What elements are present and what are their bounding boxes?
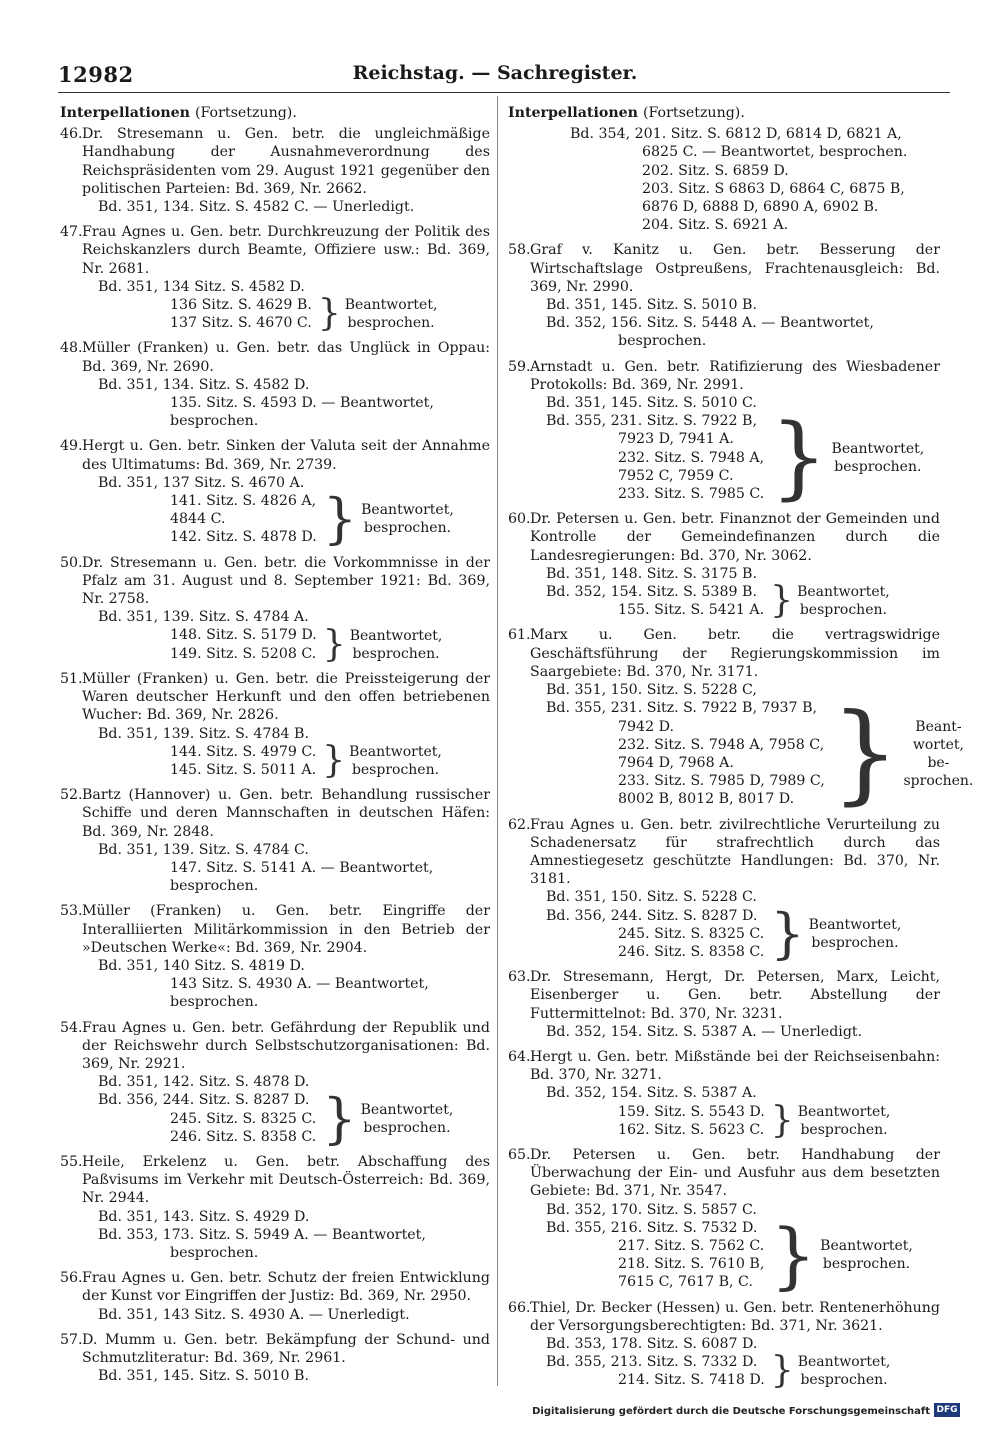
entry-text <box>508 626 940 681</box>
reference-line: besprochen. <box>170 878 259 895</box>
reference-line: Bd. 351, 139. Sitz. S. 4784 B. <box>98 725 309 742</box>
entry-number: 64. <box>508 1048 531 1065</box>
reference-line: Bd. 353, 173. Sitz. S. 5949 A. — Beantwortet, <box>98 1226 426 1243</box>
reference-line: 142. Sitz. S. 4878 D. <box>170 529 317 546</box>
section-heading-continued: (Fortsetzung). <box>642 105 745 121</box>
index-entry <box>508 626 974 816</box>
brace-icon: } <box>322 623 346 665</box>
entry-text <box>60 902 490 957</box>
entry-text <box>60 554 490 609</box>
index-entry <box>60 1269 490 1324</box>
reference-group-lines <box>546 1353 765 1389</box>
index-entry <box>508 1146 940 1298</box>
status-line: Beantwortet, <box>808 916 902 933</box>
entry-number: 59. <box>508 358 531 375</box>
section-heading <box>60 104 490 122</box>
status-line: Beantwortet, <box>349 743 442 760</box>
reference-line: 136 Sitz. S. 4629 B. <box>170 297 312 314</box>
entry-title: Dr. Stresemann u. Gen. betr. die Vorkommnisse in der Pfalz am 31. August und 8. September 1921: Bd. 369, Nr. 2758. <box>82 554 490 608</box>
reference-line: 159. Sitz. S. 5543 D. <box>618 1103 765 1120</box>
entry-title: Dr. Stresemann u. Gen. betr. die ungleichmäßige Handhabung der Ausnahmeverordnung des Reichspräsidenten vom 29. August 1921 gegenüber den politischen Parteien: Bd. 369, Nr. 2662. <box>82 126 490 197</box>
index-entry <box>508 1048 940 1139</box>
entry-number: 63. <box>508 969 531 986</box>
entry-text <box>508 358 940 394</box>
index-entry <box>508 510 940 622</box>
reference-line: 148. Sitz. S. 5179 D. <box>170 627 317 644</box>
entry-title: Bartz (Hannover) u. Gen. betr. Behandlung russischer Schiffe und deren Mannschaften in deutschen Häfen: Bd. 369, Nr. 2848. <box>82 787 490 840</box>
reference-line: besprochen. <box>170 413 259 430</box>
status-line: Beantwortet, <box>360 1101 454 1118</box>
reference-line: Bd. 355, 213. Sitz. S. 7332 D. <box>546 1354 758 1371</box>
entry-number: 55. <box>60 1153 83 1170</box>
entry-text <box>60 223 490 278</box>
entry-title: Marx u. Gen. betr. die vertragswidrige Geschäftsführung der Regierungskommission im Saargebiete: Bd. 370, Nr. 3171. <box>530 627 940 680</box>
index-entry <box>60 125 490 216</box>
reference-line: Bd. 351, 150. Sitz. S. 5228 C, <box>546 682 757 699</box>
index-entry <box>60 670 490 779</box>
entry-number: 52. <box>60 787 83 804</box>
reference-line: Bd. 355, 231. Sitz. S. 7922 B, <box>546 413 757 430</box>
status-text <box>832 440 925 476</box>
status-line: Beantwortet, <box>797 1103 891 1120</box>
reference-line: Bd. 352, 154. Sitz. S. 5387 A. — Unerledigt. <box>546 1023 863 1040</box>
entry-title: Müller (Franken) u. Gen. betr. das Unglück in Oppau: Bd. 369, Nr. 2690. <box>82 340 490 375</box>
entry-title: Frau Agnes u. Gen. betr. Schutz der freien Entwicklung der Kunst vor Eingriffen der Justiz: Bd. 369, Nr. 2950. <box>82 1270 490 1305</box>
reference-line: Bd. 351, 134. Sitz. S. 4582 D. <box>98 376 310 393</box>
reference-line: 246. Sitz. S. 8358 C. <box>170 1128 317 1145</box>
dfg-logo: DFG <box>934 1403 960 1417</box>
status-text <box>798 1353 891 1389</box>
status-line: Beantwortet, <box>344 297 438 314</box>
reference-line: 149. Sitz. S. 5208 C. <box>170 645 317 662</box>
status-line: Beantwortet, <box>831 440 925 457</box>
status-line: sprochen. <box>903 772 974 789</box>
status-line: besprochen. <box>363 520 452 537</box>
entry-number: 53. <box>60 903 83 920</box>
entry-text <box>508 816 940 889</box>
reference-line: 203. Sitz. S 6863 D, 6864 C, 6875 B, <box>642 180 905 197</box>
brace-icon: } <box>770 404 828 510</box>
entry-title: Thiel, Dr. Becker (Hessen) u. Gen. betr. Rentenerhöhung der Versorgungsberechtigten: Bd. 371, Nr. 3621. <box>530 1299 940 1334</box>
entry-text <box>508 1299 940 1335</box>
entry-number: 66. <box>508 1299 531 1316</box>
entry-text <box>508 968 940 1023</box>
status-line: besprochen. <box>811 934 899 951</box>
status-text <box>350 627 443 663</box>
footer-note: Digitalisierung gefördert durch die Deutsche Forschungsgemeinschaft <box>532 1406 930 1417</box>
reference-line: Bd. 351, 150. Sitz. S. 5228 C. <box>546 889 757 906</box>
status-line: besprochen. <box>363 1119 451 1136</box>
reference-group-lines <box>98 743 316 779</box>
entry-number: 60. <box>508 511 531 528</box>
reference-line: Bd. 351, 134 Sitz. S. 4582 D. <box>98 278 305 295</box>
index-entry <box>60 223 490 335</box>
reference-line: 7964 D, 7968 A. <box>618 754 734 771</box>
reference-group <box>508 901 940 965</box>
reference-group-lines <box>546 699 825 808</box>
index-entry <box>508 1299 940 1390</box>
reference-line: 162. Sitz. S. 5623 C. <box>618 1121 765 1138</box>
reference-line: 7615 C, 7617 B, C. <box>618 1274 753 1291</box>
entry-number: 54. <box>60 1019 83 1036</box>
brace-icon: } <box>770 1099 794 1141</box>
reference-line: Bd. 351, 142. Sitz. S. 4878 D. <box>98 1074 310 1091</box>
reference-line: 232. Sitz. S. 7948 A, 7958 C, <box>618 736 825 753</box>
entry-title: Graf v. Kanitz u. Gen. betr. Besserung der Wirtschaftslage Ostpreußens, Frachtenausgleich: Bd. 369, Nr. 2990. <box>530 242 940 295</box>
index-entry <box>508 816 940 965</box>
reference-line: Bd. 351, 139. Sitz. S. 4784 A. <box>98 609 309 626</box>
entry-title: Arnstadt u. Gen. betr. Ratifizierung des Wiesbadener Protokolls: Bd. 369, Nr. 2991. <box>530 358 940 393</box>
reference-line: Bd. 352, 170. Sitz. S. 5857 C. <box>546 1201 757 1218</box>
section-heading-title: Interpellationen <box>508 105 638 121</box>
reference-line: 4844 C. <box>170 511 226 528</box>
reference-line: Bd. 352, 154. Sitz. S. 5387 A. <box>546 1085 757 1102</box>
reference-line: Bd. 351, 137 Sitz. S. 4670 A. <box>98 474 305 491</box>
status-text <box>809 916 902 952</box>
entry-text <box>60 1153 490 1208</box>
index-entry <box>60 554 490 663</box>
entry-number: 47. <box>60 224 83 241</box>
reference-line: 8002 B, 8012 B, 8017 D. <box>618 791 795 808</box>
reference-line: 147. Sitz. S. 5141 A. — Beantwortet, <box>170 859 434 876</box>
section-heading-continued: (Fortsetzung). <box>194 105 297 121</box>
entry-title: Hergt u. Gen. betr. Sinken der Valuta seit der Annahme des Ultimatums: Bd. 369, Nr. 2739. <box>82 438 490 473</box>
reference-group-lines <box>546 907 764 962</box>
reference-group-lines <box>98 626 317 662</box>
status-line: besprochen. <box>800 1121 888 1138</box>
reference-group-lines <box>546 1103 765 1139</box>
reference-line: Bd. 354, 201. Sitz. S. 6812 D, 6814 D, 6821 A, <box>570 126 902 143</box>
index-entry <box>508 968 940 1041</box>
reference-group <box>60 623 490 665</box>
reference-line: 6825 C. — Beantwortet, besprochen. <box>642 144 908 161</box>
entry-title: D. Mumm u. Gen. betr. Bekämpfung der Schund- und Schmutzliteratur: Bd. 369, Nr. 2961. <box>82 1331 490 1366</box>
entry-text <box>508 510 940 565</box>
entry-number: 48. <box>60 340 83 357</box>
status-text <box>361 501 454 537</box>
entry-text <box>508 1146 940 1201</box>
entry-text <box>60 437 490 473</box>
right-column <box>508 104 974 1397</box>
status-line: besprochen. <box>347 315 435 332</box>
reference-line: Bd. 356, 244. Sitz. S. 8287 D. <box>546 907 758 924</box>
index-entry <box>60 437 490 551</box>
entry-number: 62. <box>508 816 531 833</box>
reference-line: Bd. 352, 156. Sitz. S. 5448 A. — Beantwortet, <box>546 315 874 332</box>
status-line: besprochen. <box>799 602 887 619</box>
entry-text <box>60 125 490 198</box>
status-line: Beantwortet, <box>797 1354 891 1371</box>
reference-line: Bd. 351, 139. Sitz. S. 4784 C. <box>98 841 309 858</box>
reference-line: Bd. 351, 148. Sitz. S. 3175 B. <box>546 565 757 582</box>
reference-line: Bd. 355, 231. Sitz. S. 7922 B, 7937 B, <box>546 700 818 717</box>
reference-line: besprochen. <box>618 333 707 350</box>
reference-line: 233. Sitz. S. 7985 D, 7989 C, <box>618 773 825 790</box>
index-entry <box>508 241 940 350</box>
running-head: Reichstag. — Sachregister. <box>352 62 638 84</box>
reference-line: 202. Sitz. S. 6859 D. <box>642 162 789 179</box>
reference-line: besprochen. <box>170 1244 259 1261</box>
index-entry <box>508 358 940 510</box>
brace-icon: } <box>770 1213 817 1298</box>
reference-line: 143 Sitz. S. 4930 A. — Beantwortet, <box>170 976 429 993</box>
reference-group-lines <box>98 296 312 332</box>
entry-title: Dr. Stresemann, Hergt, Dr. Petersen, Marx, Leicht, Eisenberger u. Gen. betr. Abstellung der Futtermittelnot: Bd. 370, Nr. 3231. <box>530 969 940 1022</box>
reference-line: 135. Sitz. S. 4593 D. — Beantwortet, <box>170 395 434 412</box>
reference-group <box>60 739 490 781</box>
index-entry <box>60 902 490 1011</box>
reference-line: Bd. 353, 178. Sitz. S. 6087 D. <box>546 1336 758 1352</box>
reference-line: 145. Sitz. S. 5011 A. <box>170 761 317 778</box>
entry-title: Dr. Petersen u. Gen. betr. Handhabung der Überwachung der Ein- und Ausfuhr aus dem besetzten Gebiete: Bd. 371, Nr. 3547. <box>530 1146 940 1200</box>
brace-icon: } <box>317 293 341 335</box>
reference-line: 7952 C, 7959 C. <box>618 467 734 484</box>
carryover-references <box>508 125 940 234</box>
status-line: Beantwortet, <box>797 584 890 601</box>
entry-text <box>60 1269 490 1305</box>
brace-icon: } <box>322 1086 357 1150</box>
reference-line: 246. Sitz. S. 8358 C. <box>618 943 765 960</box>
reference-line: 245. Sitz. S. 8325 C. <box>618 925 765 942</box>
reference-line: 7942 D. <box>618 718 674 735</box>
brace-icon: } <box>322 487 358 551</box>
entry-title: Heile, Erkelenz u. Gen. betr. Abschaffung des Paßvisums im Verkehr mit Deutsch-Österreich: Bd. 369, Nr. 2944. <box>82 1153 490 1207</box>
reference-line: Bd. 352, 154. Sitz. S. 5389 B. <box>546 584 757 601</box>
status-text <box>349 743 442 779</box>
status-line: Beant- <box>915 718 962 735</box>
index-entry <box>60 786 490 895</box>
entry-text <box>508 241 940 296</box>
section-heading-title: Interpellationen <box>60 105 190 121</box>
status-line: besprochen. <box>800 1372 888 1389</box>
entry-title: Dr. Petersen u. Gen. betr. Finanznot der Gemeinden und Kontrolle der Gemeindefinanzen durch die Landesregierungen: Bd. 370, Nr. 3062. <box>530 511 940 564</box>
reference-group <box>60 293 490 335</box>
entry-number: 65. <box>508 1146 531 1163</box>
brace-icon: } <box>770 1350 794 1392</box>
reference-line: 232. Sitz. S. 7948 A, <box>618 449 765 466</box>
left-column <box>60 104 490 1392</box>
reference-line: 233. Sitz. S. 7985 C. <box>618 486 765 503</box>
reference-group <box>508 404 940 510</box>
status-text <box>797 583 890 619</box>
entry-title: Frau Agnes u. Gen. betr. Durchkreuzung der Politik des Reichskanzlers durch Beamte, Offiziere usw.: Bd. 369, Nr. 2681. <box>82 224 490 277</box>
status-text <box>903 718 973 790</box>
status-line: besprochen. <box>352 645 440 662</box>
status-text <box>361 1101 454 1137</box>
page-number: 12982 <box>58 62 134 87</box>
entry-text <box>60 670 490 725</box>
status-line: besprochen. <box>822 1256 911 1273</box>
reference-line: 6876 D, 6888 D, 6890 A, 6902 B. <box>642 199 879 216</box>
column-divider <box>497 96 498 1386</box>
reference-line: Bd. 351, 140 Sitz. S. 4819 D. <box>98 957 305 974</box>
status-text <box>345 296 438 332</box>
status-line: Beantwortet, <box>349 627 443 644</box>
status-text <box>820 1237 913 1273</box>
brace-icon: } <box>770 901 805 965</box>
brace-icon: } <box>322 739 346 781</box>
status-line: besprochen. <box>351 761 440 778</box>
reference-line: Bd. 351, 143 Sitz. S. 4930 A. — Unerledigt. <box>98 1306 410 1323</box>
reference-line: Bd. 351, 145. Sitz. S. 5010 B. <box>546 297 757 314</box>
entry-number: 58. <box>508 242 531 259</box>
reference-line: Bd. 356, 244. Sitz. S. 8287 D. <box>98 1092 310 1109</box>
reference-group <box>508 580 940 622</box>
reference-line: 155. Sitz. S. 5421 A. <box>618 602 765 619</box>
entry-text <box>60 786 490 841</box>
entry-text <box>60 1331 490 1367</box>
status-text <box>798 1103 891 1139</box>
reference-line: besprochen. <box>170 994 259 1011</box>
brace-icon: } <box>830 690 900 816</box>
entry-text <box>60 339 490 375</box>
reference-line: Bd. 351, 143. Sitz. S. 4929 D. <box>98 1208 310 1225</box>
reference-group-lines <box>98 492 317 547</box>
reference-line: 137 Sitz. S. 4670 C. <box>170 315 312 332</box>
entry-title: Müller (Franken) u. Gen. betr. Eingriffe der Interalliierten Militärkommission in den Betrieb der »Deutschen Werke«: Bd. 369, Nr. 2904. <box>82 903 490 956</box>
section-heading <box>508 104 940 122</box>
index-entry <box>60 1331 490 1386</box>
entry-number: 56. <box>60 1270 83 1287</box>
reference-group <box>60 1086 490 1150</box>
reference-group <box>60 487 490 551</box>
entry-text <box>508 1048 940 1084</box>
reference-group-lines <box>546 412 764 503</box>
reference-line: 214. Sitz. S. 7418 D. <box>618 1372 765 1389</box>
reference-line: 7923 D, 7941 A. <box>618 431 734 448</box>
entry-title: Frau Agnes u. Gen. betr. zivilrechtliche Verurteilung zu Schadenersatz für strafrechtlich durch das Amnestiegesetz geschützte Handlungen: Bd. 370, Nr. 3181. <box>530 816 940 888</box>
brace-icon: } <box>770 580 794 622</box>
reference-line: Bd. 351, 145. Sitz. S. 5010 C. <box>546 395 757 412</box>
reference-line: 141. Sitz. S. 4826 A, <box>170 493 317 510</box>
status-line: Beantwortet, <box>820 1238 913 1255</box>
entry-number: 50. <box>60 554 83 571</box>
reference-line: 217. Sitz. S. 7562 C. <box>618 1237 765 1254</box>
reference-group-lines <box>98 1091 316 1146</box>
reference-line: 204. Sitz. S. 6921 A. <box>642 217 789 234</box>
entry-text <box>60 1019 490 1074</box>
status-line: wortet, <box>912 736 964 753</box>
entry-number: 49. <box>60 438 83 455</box>
entry-number: 46. <box>60 126 83 143</box>
entry-number: 61. <box>508 627 531 644</box>
entry-title: Müller (Franken) u. Gen. betr. die Preissteigerung der Waren deutscher Herkunft und den offen betriebenen Wucher: Bd. 369, Nr. 2826. <box>82 670 490 724</box>
header-rule <box>58 92 950 93</box>
entry-number: 51. <box>60 670 83 687</box>
index-entry <box>60 1019 490 1150</box>
reference-group <box>508 1099 940 1141</box>
entry-title: Frau Agnes u. Gen. betr. Gefährdung der Republik und der Reichswehr durch Selbstschutzorganisationen: Bd. 369, Nr. 2921. <box>82 1019 490 1072</box>
reference-line: 144. Sitz. S. 4979 C. <box>170 743 317 760</box>
status-line: Beantwortet, <box>361 502 454 519</box>
reference-line: Bd. 355, 216. Sitz. S. 7532 D. <box>546 1219 758 1236</box>
index-entry <box>60 339 490 430</box>
status-line: be- <box>927 754 950 771</box>
reference-group-lines <box>546 583 764 619</box>
reference-line: 245. Sitz. S. 8325 C. <box>170 1110 317 1127</box>
status-line: besprochen. <box>834 458 922 475</box>
reference-group-lines <box>546 1219 764 1292</box>
reference-group <box>508 1350 940 1392</box>
entry-title: Hergt u. Gen. betr. Mißstände bei der Reichseisenbahn: Bd. 370, Nr. 3271. <box>530 1048 940 1084</box>
reference-line: 218. Sitz. S. 7610 B, <box>618 1256 765 1273</box>
reference-line: Bd. 351, 145. Sitz. S. 5010 B. <box>98 1368 309 1385</box>
entry-number: 57. <box>60 1331 83 1348</box>
index-entry <box>60 1153 490 1262</box>
reference-group <box>508 1213 940 1298</box>
reference-line: Bd. 351, 134. Sitz. S. 4582 C. — Unerledigt. <box>98 199 415 216</box>
